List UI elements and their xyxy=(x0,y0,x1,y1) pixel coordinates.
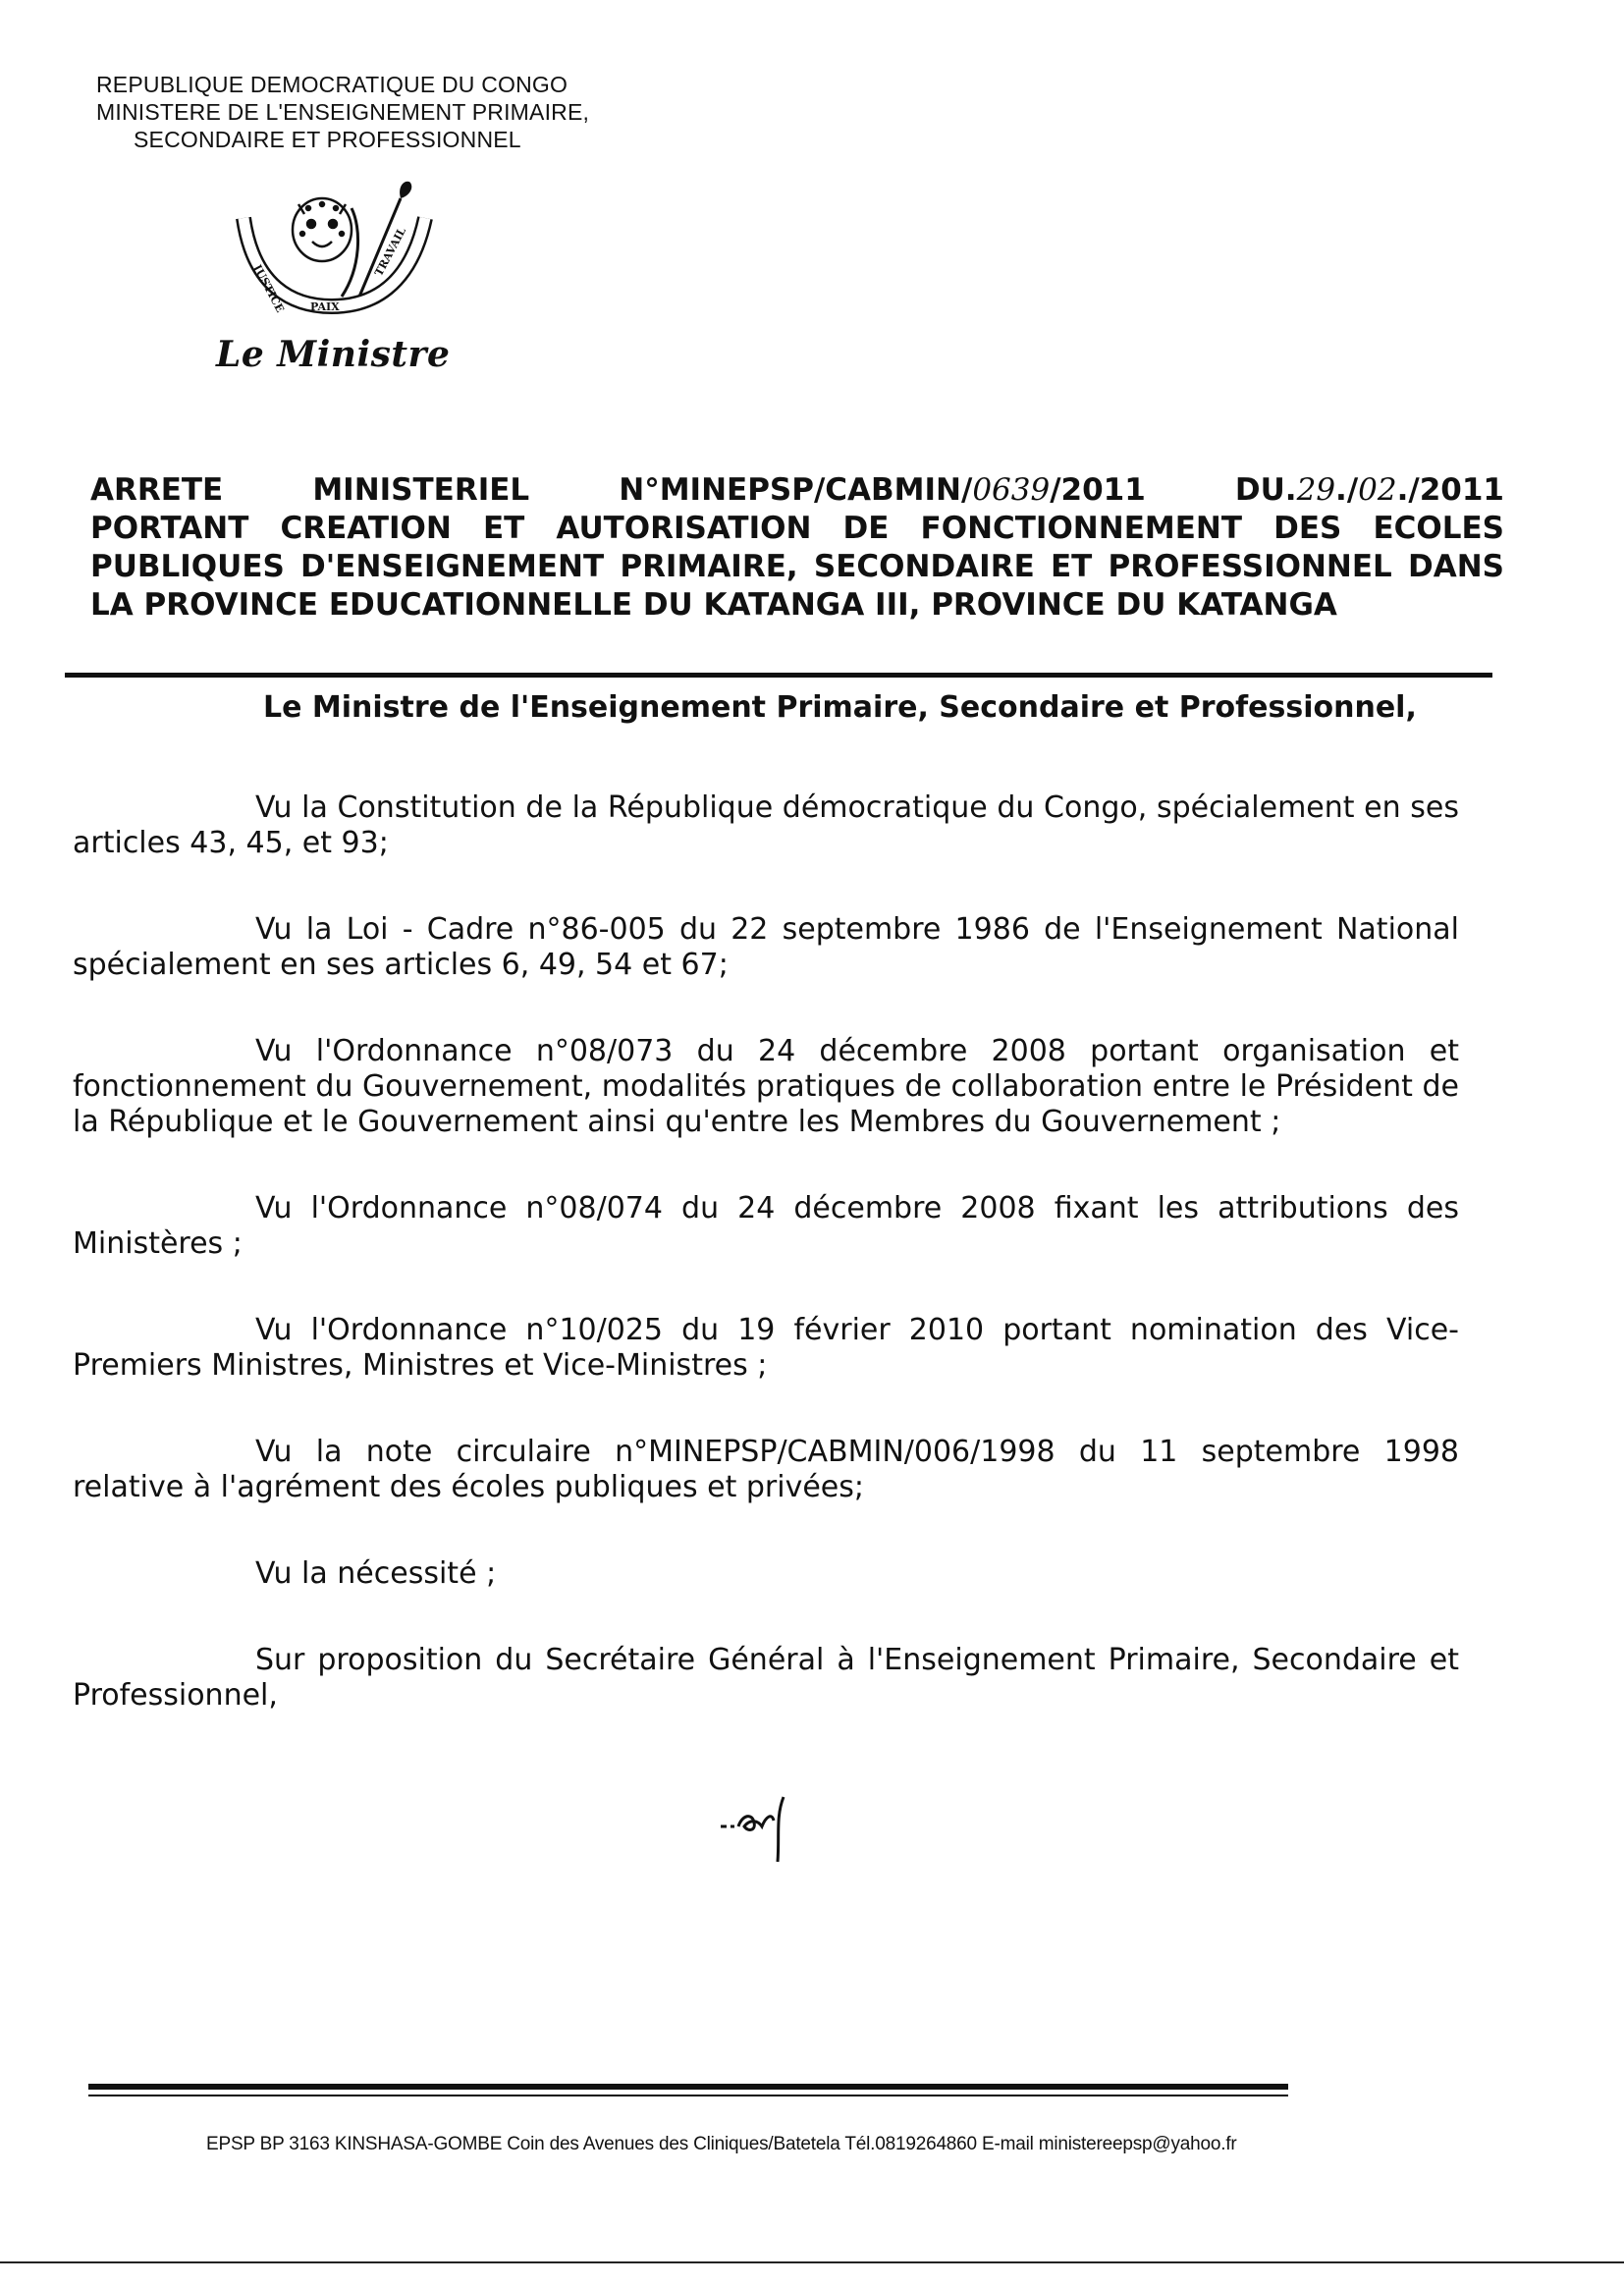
decree-number-handwritten: 0639 xyxy=(972,472,1051,508)
title-divider xyxy=(65,673,1492,678)
minister-preamble: Le Ministre de l'Enseignement Primaire, Secondaire et Professionnel, xyxy=(263,690,1417,725)
paragraph xyxy=(73,1643,1459,1714)
initials-signature-icon xyxy=(715,1787,813,1866)
decree-title-line: LA PROVINCE EDUCATIONNELLE DU KATANGA III, PROVINCE DU KATANGA xyxy=(90,587,1337,623)
footer-divider xyxy=(88,2084,1288,2090)
paragraph-text: Vu l'Ordonnance n°10/025 du 19 février 2010 portant nomination des Vice-Premiers Ministres, Ministres et Vice-Ministres ; xyxy=(73,1313,1459,1383)
letterhead-ministry: MINISTERE DE L'ENSEIGNEMENT PRIMAIRE, xyxy=(96,99,590,125)
paragraph-text: Vu la Loi - Cadre n°86-005 du 22 septembre 1986 de l'Enseignement National spécialement en ses articles 6, 49, 54 et 67; xyxy=(73,912,1459,982)
decree-date-sep: ./ xyxy=(1335,472,1359,508)
decree-date-year: ./2011 xyxy=(1396,472,1504,508)
motto-text: TRAVAIL xyxy=(372,225,409,279)
paragraph-text: Vu l'Ordonnance n°08/074 du 24 décembre 2008 fixant les attributions des Ministères ; xyxy=(73,1191,1459,1261)
decree-title-line: PUBLIQUES D'ENSEIGNEMENT PRIMAIRE, SECONDAIRE ET PROFESSIONNEL DANS xyxy=(90,549,1504,584)
footer-address: EPSP BP 3163 KINSHASA-GOMBE Coin des Avenues des Cliniques/Batetela Tél.0819264860 E-mail ministereepsp@yahoo.fr xyxy=(206,2134,1237,2154)
paragraph-text: Vu la Constitution de la République démocratique du Congo, spécialement en ses articles 43, 45, et 93; xyxy=(73,790,1459,860)
paragraph xyxy=(73,1313,1459,1384)
decree-number-prefix: N°MINEPSP/CABMIN/ xyxy=(619,472,973,508)
decree-title-line: PORTANT CREATION ET AUTORISATION DE FONCTIONNEMENT DES ECOLES xyxy=(90,511,1504,546)
decree-date-month: 02 xyxy=(1358,472,1397,508)
decree-date-prefix: DU. xyxy=(1234,472,1297,508)
paragraph-text: Vu la note circulaire n°MINEPSP/CABMIN/006/1998 du 11 septembre 1998 relative à l'agrément des écoles publiques et privées; xyxy=(73,1435,1459,1504)
paragraph xyxy=(73,1191,1459,1262)
paragraph xyxy=(73,1034,1459,1140)
paragraph xyxy=(73,1435,1459,1505)
decree-date xyxy=(1235,471,1504,510)
motto-text: PAIX xyxy=(310,300,340,313)
paragraph xyxy=(73,912,1459,983)
minister-title: Le Ministre xyxy=(216,334,451,375)
decree-number xyxy=(619,471,1146,510)
letterhead-country: REPUBLIQUE DEMOCRATIQUE DU CONGO xyxy=(96,72,568,97)
paragraph-text: Sur proposition du Secrétaire Général à l'Enseignement Primaire, Secondaire et Professionnel, xyxy=(73,1643,1459,1713)
paragraph-text: Vu la nécessité ; xyxy=(255,1556,497,1591)
decree-type: MINISTERIEL xyxy=(312,472,530,508)
paragraph-text: Vu l'Ordonnance n°08/073 du 24 décembre 2008 portant organisation et fonctionnement du Gouvernement, modalités pratiques de collaboration entre le Président de la République et le Gouvernement ainsi qu'entre les Membres du Gouvernement ; xyxy=(73,1034,1459,1139)
paragraph xyxy=(73,790,1459,861)
letterhead xyxy=(96,71,685,153)
coat-of-arms-icon xyxy=(214,179,450,326)
motto-text: JUSTICE xyxy=(250,262,287,315)
letterhead-ministry-cont: SECONDAIRE ET PROFESSIONNEL xyxy=(134,127,521,152)
decree-date-day: 29 xyxy=(1296,472,1336,508)
decree-prefix: ARRETE xyxy=(90,472,224,508)
paragraph xyxy=(73,1556,1459,1592)
decree-title xyxy=(90,471,1504,625)
document-body xyxy=(73,790,1459,1765)
decree-year: /2011 xyxy=(1050,472,1146,508)
decree-number-line xyxy=(90,471,1504,510)
footer-divider xyxy=(88,2095,1288,2096)
page-edge-line xyxy=(0,2261,1624,2263)
